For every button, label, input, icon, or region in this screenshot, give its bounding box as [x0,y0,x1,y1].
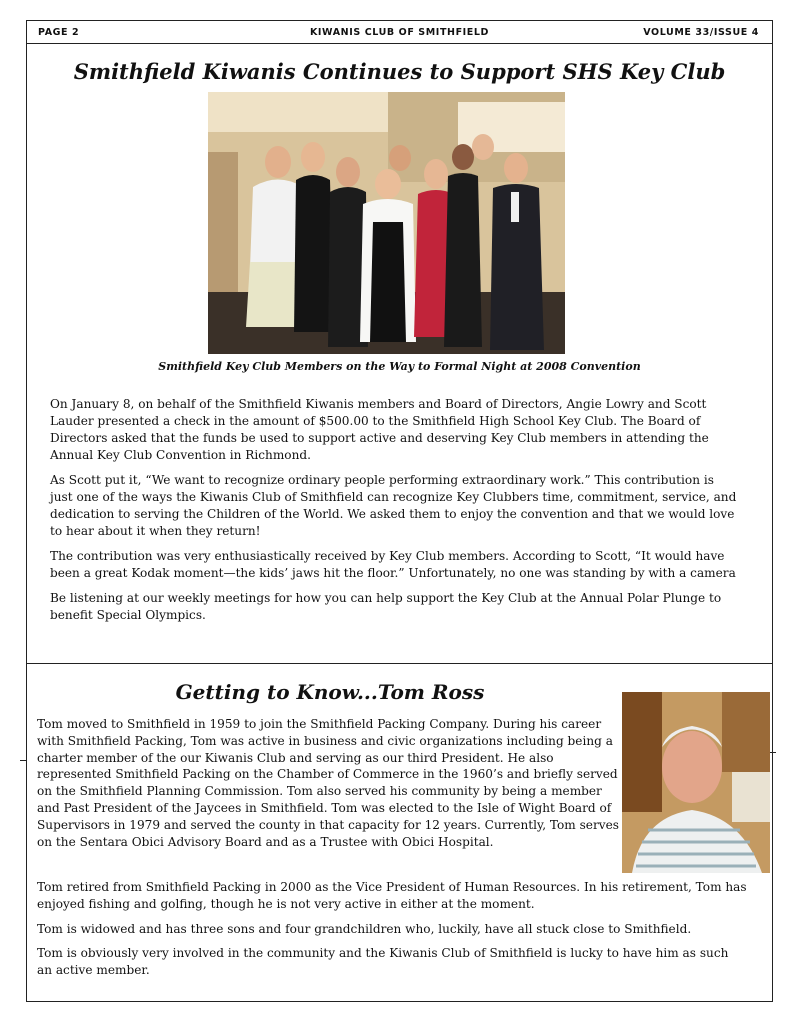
article1-paragraph: As Scott put it, “We want to recognize ordinary people performing extraordinary work.” This contribution is just one of the ways the Kiwanis Club of Smithfield can recognize Key Clubbers time, commitment, service, and dedication to serving the Children of the World. We asked them to enjoy the convention and that we would love to hear about it when they return! [50,473,737,538]
article2-paragraph: Tom moved to Smithfield in 1959 to join the Smithfield Packing Company. During his career with Smithfield Packing, Tom was active in business and civic organizations including being a charter member of the our Kiwanis Club and serving as our third President. He also represented Smithfield Packing on the Chamber of Commerce in the 1960’s and briefly served on the Smithfield Planning Commission. Tom also served his community by being a member and Past President of the Jaycees in Smithfield. Tom was elected to the Isle of Wight Board of Supervisors in 1979 and served the county in that capacity for 12 years. Currently, Tom serves on the Sentara Obici Advisory Board and as a Trustee with Obici Hospital. [37,717,619,849]
margin-tick [20,760,26,761]
volume-issue: VOLUME 33/ISSUE 4 [643,27,759,38]
article2-paragraph: Tom is obviously very involved in the community and the Kiwanis Club of Smithfield is lucky to have him as such an active member. [37,946,729,978]
article2-title: Getting to Know...Tom Ross [175,680,485,704]
article1-body [50,396,740,632]
section-divider [26,663,773,664]
article1-title: Smithfield Kiwanis Continues to Support SHS Key Club [73,59,726,84]
tom-ross-portrait [622,692,770,873]
article2-paragraph: Tom retired from Smithfield Packing in 2000 as the Vice President of Human Resources. In his retirement, Tom has enjoyed fishing and golfing, though he is not very active in either at the moment. [37,880,747,911]
margin-tick [770,752,776,753]
newsletter-name: KIWANIS CLUB OF SMITHFIELD [309,27,490,38]
page-header [26,20,773,44]
photo-caption: Smithfield Key Club Members on the Way to Formal Night at 2008 Convention [158,360,641,373]
article1-paragraph: Be listening at our weekly meetings for how you can help support the Key Club at the Annual Polar Plunge to benefit Special Olympics. [50,591,722,622]
article2-body-top [37,716,622,858]
key-club-group-photo [208,92,565,354]
page-number: PAGE 2 [38,27,80,38]
article1-paragraph: The contribution was very enthusiastically received by Key Club members. According to Scott, “It would have been a great Kodak moment—the kids’ jaws hit the floor.” Unfortunately, no one was standing by with a camera [50,549,736,580]
article1-paragraph: On January 8, on behalf of the Smithfield Kiwanis members and Board of Directors, Angie Lowry and Scott Lauder presented a check in the amount of $500.00 to the Smithfield High School Key Club. The Board of Directors asked that the funds be used to support active and deserving Key Club members in attending the Annual Key Club Convention in Richmond. [50,397,709,462]
article2-body-bottom [37,879,747,987]
article2-paragraph: Tom is widowed and has three sons and four grandchildren who, luckily, have all stuck close to Smithfield. [37,921,692,936]
